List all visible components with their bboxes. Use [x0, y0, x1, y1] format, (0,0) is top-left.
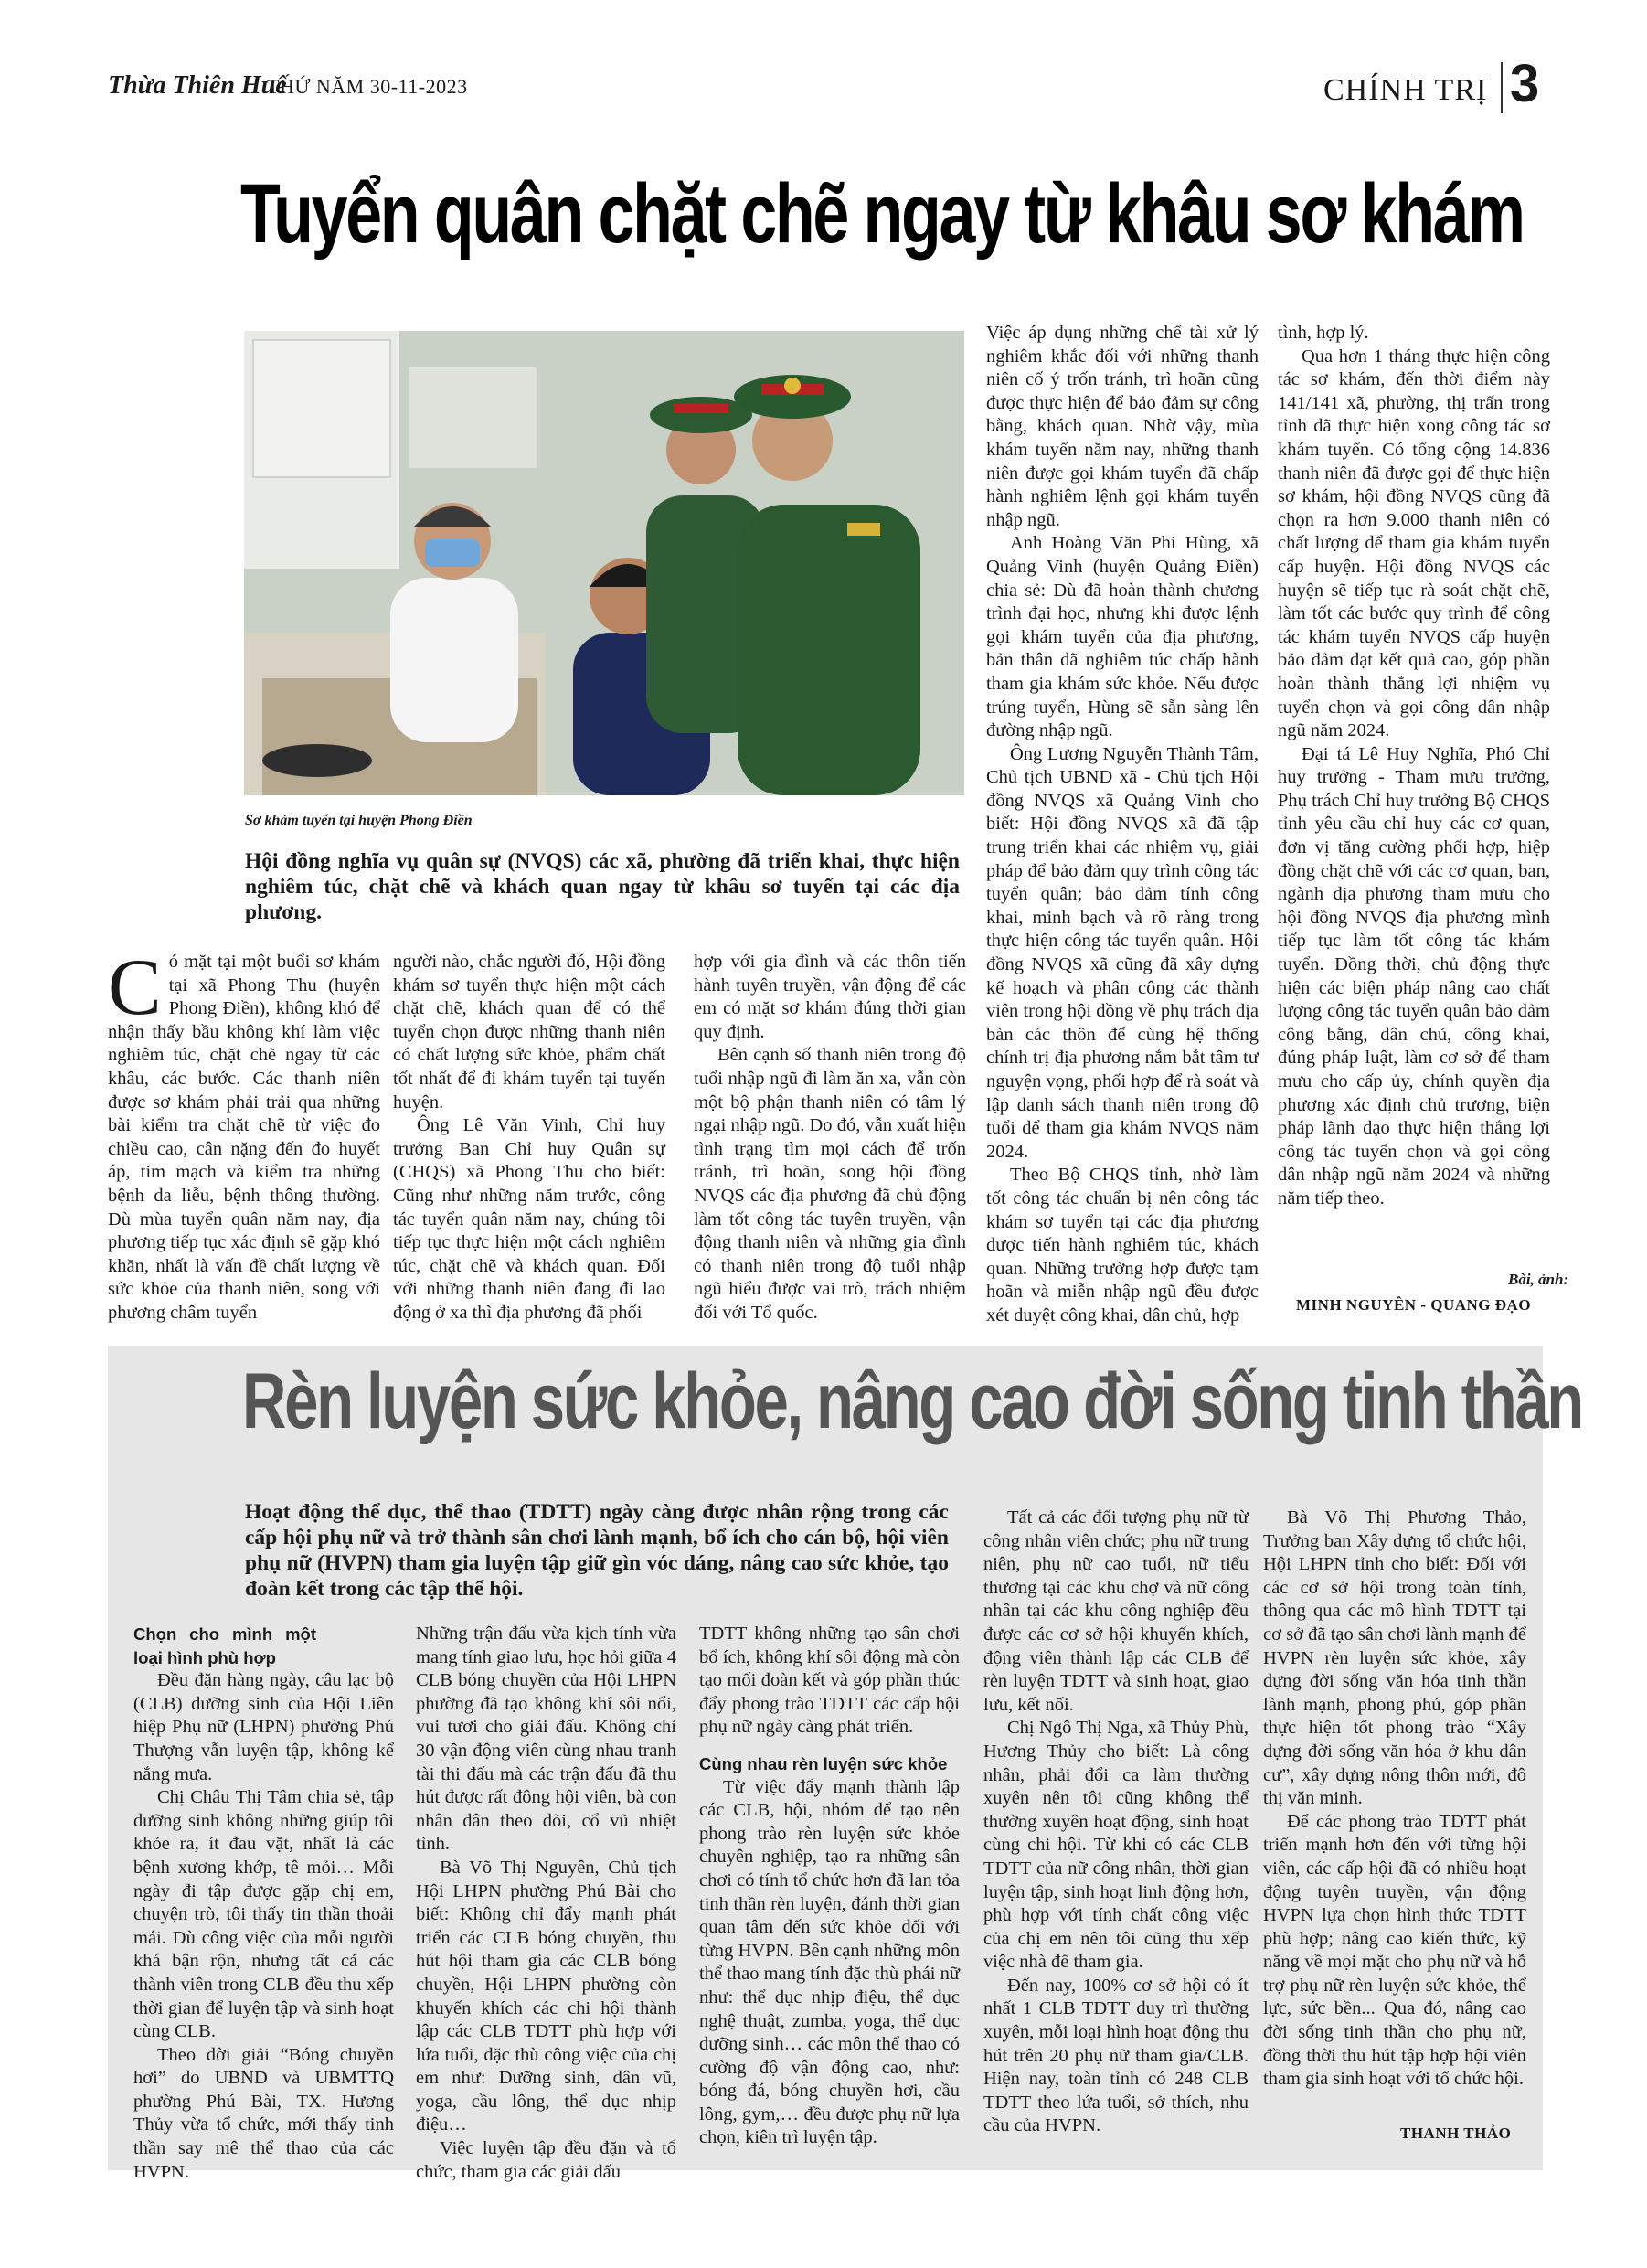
article2-col4-para: Đến nay, 100% cơ sở hội có ít nhất 1 CLB TDTT duy trì thường xuyên, mỗi loại hình hoạt động thu hút trên 20 phụ nữ tham gia/CLB. Hiện nay, toàn tỉnh có 248 CLB TDTT theo lứa tuổi, sở thích, nhu cầu của HVPN. [983, 1975, 1249, 2136]
article1-photo [244, 331, 964, 795]
photo-caption: Sơ khám tuyển tại huyện Phong Điền [245, 813, 473, 828]
article1-col2-para: người nào, chắc người đó, Hội đồng khám sơ tuyển thực hiện một cách chặt chẽ, khách quan để có thể tuyển chọn được những thanh niên có chất lượng sức khỏe, phẩm chất tốt nhất để đi khám tuyển tại tuyến huyện. [393, 952, 665, 1113]
article2-column-5 [1263, 1507, 1526, 2092]
article1-credit: Bài, ảnh: [1508, 1271, 1569, 1288]
article1-col4-para: Theo Bộ CHQS tỉnh, nhờ làm tốt công tác chuẩn bị nên công tác khám sơ tuyển tại các địa phương được tiến hành nghiêm túc, khách quan. Những trường hợp được tạm hoãn và miễn nhập ngũ đều được xét duyệt công khai, dân chủ, hợp [986, 1165, 1259, 1326]
article2-subhead-2: Cùng nhau rèn luyện sức khỏe [699, 1753, 948, 1773]
article2-col2-para: Những trận đấu vừa kịch tính vừa mang tính giao lưu, học hỏi giữa 4 CLB bóng chuyền của Hội LHPN phường đã tạo không khí sôi nổi, vui tươi cho giải đấu. Không chỉ 30 vận động viên cùng nhau tranh tài thi đấu mà các trận đấu đã thu hút được rất đông hội viên, bà con nhân dân theo dõi, cổ vũ nhiệt tình. [416, 1624, 676, 1855]
article1-headline: Tuyển quân chặt chẽ ngay từ khâu sơ khám [240, 167, 1524, 261]
paper-name: Thừa Thiên Huế [108, 71, 287, 100]
page-number: 3 [1510, 54, 1540, 113]
article1-col4-para: Ông Lương Nguyễn Thành Tâm, Chủ tịch UBND xã - Chủ tịch Hội đồng NVQS xã Quảng Vinh cho biết: Hội đồng NVQS xã đã tập trung triển khai các nhiệm vụ, giải pháp để bảo đảm quy trình công tác tuyển quân; bảo đảm tính công khai, minh bạch và rõ ràng trong thực hiện công tác tuyển quân. Hội đồng NVQS xã cũng đã xây dựng kế hoạch và phân công các thành viên trong hội đồng về phụ trách địa bàn các thôn để cùng hệ thống chính trị địa phương nắm bắt tâm tư nguyện vọng, phối hợp để rà soát và lập danh sách thanh niên trong độ tuổi để tham gia khám NVQS năm 2024. [986, 743, 1259, 1162]
article2-col5-para: Để các phong trào TDTT phát triển mạnh hơn đến với từng hội viên, các cấp hội đã có nhiều hoạt động tuyên truyền, vận động HVPN lựa chọn hình thức TDTT phù hợp; nâng cao kiến thức, kỹ năng về mọi mặt cho phụ nữ và hỗ trợ phụ nữ rèn luyện sức khỏe, thể lực, sức bền... Qua đó, nâng cao đời sống tinh thần cho phụ nữ, đồng thời thu hút tập hợp hội viên tham gia sinh hoạt với tổ chức hội. [1263, 1811, 1526, 2090]
article1-col2-para: Ông Lê Văn Vinh, Chỉ huy trưởng Ban Chỉ huy Quân sự (CHQS) xã Phong Thu cho biết: Cũng như những năm trước, công tác tuyển quân năm nay, chúng tôi tiếp tục thực hiện một cách nghiêm túc, chặt chẽ và khách quan. Đối với những thanh niên đang đi lao động ở xa thì địa phương đã phối [393, 1115, 665, 1323]
article2-col2-para: Việc luyện tập đều đặn và tổ chức, tham gia các giải đấu [416, 2138, 676, 2182]
article2-col4-para: Tất cả các đối tượng phụ nữ từ công nhân viên chức; phụ nữ trung niên, phụ nữ cao tuổi, nữ tiểu thương tại các khu chợ và nữ công nhân tại các khu công nghiệp đều được các cơ sở hội khuyến khích, động viên thành lập các CLB để rèn luyện TDTT và sinh hoạt, giao lưu, kết nối. [983, 1507, 1249, 1715]
article2-subhead-1: Chọn cho mình một loại hình phù hợp [133, 1624, 316, 1667]
article2-column-2 [416, 1623, 676, 2184]
article2-col1-para: Đều đặn hàng ngày, câu lạc bộ (CLB) dưỡng sinh của Hội Liên hiệp Phụ nữ (LHPN) phường Phú Thượng vẫn luyện tập, không kể nắng mưa. [133, 1670, 394, 1784]
article1-col4-para: Anh Hoàng Văn Phi Hùng, xã Quảng Vinh (huyện Quảng Điền) chia sẻ: Dù đã hoàn thành chương trình đại học, nhưng khi được lệnh gọi khám tuyển của địa phương, bản thân đã nghiêm túc chấp hành tham gia khám sức khỏe. Nếu được trúng tuyển, Hùng sẽ sẵn sàng lên đường nhập ngũ. [986, 533, 1259, 741]
article1-col5-para: tình, hợp lý. [1278, 323, 1369, 343]
article1-column-5 [1278, 322, 1550, 1211]
article1-dropcap: C [108, 943, 162, 1032]
medical-exam-illustration [244, 331, 964, 795]
article1-col5-para: Qua hơn 1 tháng thực hiện công tác sơ khám, đến thời điểm này 141/141 xã, phường, thị trấn trong tỉnh đã thực hiện xong công tác sơ khám tuyển. Có tổng cộng 14.836 thanh niên đã được gọi để thực hiện sơ khám, hội đồng NVQS cũng đã chọn ra hơn 9.000 thanh niên có chất lượng để tham gia khám tuyển cấp huyện. Hội đồng NVQS các huyện sẽ tiếp tục rà soát chặt chẽ, làm tốt các bước quy trình để công tác khám tuyển NVQS cấp huyện bảo đảm đạt kết quả cao, góp phần hoàn thành thắng lợi nhiệm vụ tuyển chọn và gọi công dân nhập ngũ năm 2024. [1278, 346, 1550, 741]
article2-lead: Hoạt động thể dục, thể thao (TDTT) ngày càng được nhân rộng trong các cấp hội phụ nữ và trở thành sân chơi lành mạnh, bổ ích cho cán bộ, hội viên phụ nữ (HVPN) tham gia luyện tập giữ gìn vóc dáng, nâng cao sức khỏe, tạo đoàn kết trong các tập thể hội. [245, 1500, 949, 1601]
article2-col3-para: Từ việc đẩy mạnh thành lập các CLB, hội, nhóm để tạo nên phong trào rèn luyện sức khỏe chuyên nghiệp, tạo ra những sân chơi có tính tổ chức hơn đã lan tỏa tinh thần rèn luyện, đánh thời gian quan tâm đến sức khỏe đối với từng HVPN. Bên cạnh những môn thể thao mang tính đặc thù phái nữ như: thể dục nhịp điệu, thể dục nghệ thuật, zumba, yoga, thể dục dưỡng sinh… các môn thể thao có cường độ vận động cao, như: bóng đá, bóng chuyền hơi, cầu lông, gym,… đều được phụ nữ lựa chọn, kiên trì luyện tập. [699, 1776, 960, 2148]
article2-col2-para: Bà Võ Thị Nguyên, Chủ tịch Hội LHPN phường Phú Bài cho biết: Không chỉ đẩy mạnh phát triển các CLB bóng chuyền, thu hút hội tham gia các CLB bóng chuyền, Hội LHPN phường còn khuyến khích các chi hội thành lập các CLB TDTT phù hợp với lứa tuổi, đặc thù công việc của chị em như: Dưỡng sinh, dân vũ, yoga, cầu lông, thể dục nhịp điệu… [416, 1857, 676, 2135]
article1-column-1 [108, 943, 380, 1326]
article2-headline: Rèn luyện sức khỏe, nâng cao đời sống tinh thần [242, 1358, 1582, 1445]
article2-col1-para: Chị Châu Thị Tâm chia sẻ, tập dưỡng sinh không những giúp tôi khỏe ra, ít đau vặt, nhất là các bệnh xương khớp, tê mỏi… Mỗi ngày đi tập được gặp chị em, chuyện trò, tôi thấy tin thần thoải mái. Dù công việc của mỗi người khá bận rộn, nhưng tất cả các thành viên trong CLB đều thu xếp thời gian để luyện tập và sinh hoạt cùng CLB. [133, 1787, 394, 2042]
article1-column-4 [986, 322, 1259, 1328]
article2-column-3 [699, 1623, 960, 2150]
article2-col1-para: Theo đời giải “Bóng chuyền hơi” do UBND và UBMTTQ phường Phú Bài, TX. Hương Thủy vừa tổ chức, mới thấy tinh thần say mê thể thao của các HVPN. [133, 2044, 394, 2182]
article2-author: THANH THẢO [1400, 2124, 1512, 2142]
issue-date: THỨ NĂM 30-11-2023 [267, 75, 468, 98]
article1-column-2 [393, 951, 665, 1326]
article1-author: MINH NGUYÊN - QUANG ĐẠO [1296, 1296, 1532, 1314]
section-name: CHÍNH TRỊ [1323, 73, 1488, 107]
header-divider [1501, 62, 1503, 113]
article2-col4-para: Chị Ngô Thị Nga, xã Thủy Phù, Hương Thủy cho biết: Là công nhân, phải đổi ca làm thường xuyên nên tôi cũng không thể thường xuyên hoạt động, sinh hoạt cùng chi hội. Từ khi có các CLB TDTT của nữ công nhân, thời gian luyện tập, sinh hoạt linh động hơn, phù hợp với tính chất công việc của chị em nên tôi cũng thu xếp việc nhà để tham gia. [983, 1718, 1249, 1973]
article1-col4-para: Việc áp dụng những chế tài xử lý nghiêm khắc đối với những thanh niên cố ý trốn tránh, trì hoãn cũng được thực hiện để bảo đảm sự công bằng, khách quan. Nhờ vậy, mùa khám tuyển năm nay, những thanh niên được gọi khám tuyển đã chấp hành nghiêm lệnh gọi khám tuyển nhập ngũ. [986, 323, 1259, 530]
article1-col5-para: Đại tá Lê Huy Nghĩa, Phó Chỉ huy trưởng - Tham mưu trưởng, Phụ trách Chỉ huy trưởng Bộ CHQS tỉnh yêu cầu chỉ huy các cơ quan, đơn vị tăng cường phối hợp, hiệp đồng chặt chẽ với các cơ quan, ban, ngành địa phương tham mưu cho hội đồng NVQS địa phương mình tiếp tục làm tốt công tác khám tuyển. Đồng thời, chủ động thực hiện các biện pháp nâng cao chất lượng công tác tuyển quân bảo đảm công bằng, dân chủ, công khai, đúng pháp luật, làm cơ sở để tham mưu cho cấp ủy, chính quyền địa phương xác định chủ trương, biện pháp lãnh đạo thực hiện thắng lợi công tác tuyển chọn và gọi công dân nhập ngũ năm 2024 và những năm tiếp theo. [1278, 743, 1550, 1209]
article2-column-1 [133, 1623, 394, 2184]
article1-col1-para: ó mặt tại một buổi sơ khám tại xã Phong Thu (huyện Phong Điền), không khó để nhận thấy bầu không khí làm việc nghiêm túc, chặt chẽ ngay từ các khâu, các bước. Các thanh niên được sơ khám phải trải qua những bài kiểm tra chặt chẽ từ việc đo chiều cao, cân nặng đến đo huyết áp, tim mạch và kiểm tra những bệnh da liễu, bệnh thông thường. Dù mùa tuyển quân năm nay, địa phương tiếp tục xác định sẽ gặp khó khăn, nhất là vấn đề chất lượng về sức khỏe của thanh niên, song với phương châm tuyển [108, 952, 380, 1323]
article2-column-4 [983, 1507, 1249, 2138]
article2-col5-para: Bà Võ Thị Phương Thảo, Trưởng ban Xây dựng tổ chức hội, Hội LHPN tỉnh cho biết: Đối với các cơ sở hội trong toàn tỉnh, thông qua các mô hình TDTT tại cơ sở đã tạo sân chơi lành mạnh để HVPN rèn luyện sức khỏe, xây dựng đời sống văn hóa tinh thần lành mạnh, phong phú, góp phần thực hiện tốt phong trào “Xây dựng đời sống văn hóa ở khu dân cư”, xây dựng nông thôn mới, đô thị văn minh. [1263, 1507, 1526, 1809]
article1-lead: Hội đồng nghĩa vụ quân sự (NVQS) các xã, phường đã triển khai, thực hiện nghiêm túc, chặt chẽ và khách quan ngay từ khâu sơ tuyển tại các địa phương. [245, 849, 960, 924]
article1-col3-para: hợp với gia đình và các thôn tiến hành tuyên truyền, vận động để các em có mặt sơ khám đúng thời gian quy định. [694, 952, 966, 1042]
article1-column-3 [694, 951, 966, 1326]
article2-col3-para: TDTT không những tạo sân chơi bổ ích, không khí sôi động mà còn tạo mối đoàn kết và góp phần thúc đẩy phong trào TDTT các cấp hội phụ nữ ngày càng phát triển. [699, 1624, 960, 1738]
article1-col3-para: Bên cạnh số thanh niên trong độ tuổi nhập ngũ đi làm ăn xa, vẫn còn một bộ phận thanh niên có tâm lý ngại nhập ngũ. Do đó, vẫn xuất hiện tình trạng tìm mọi cách để trốn tránh, trì hoãn, song hội đồng NVQS các địa phương đã chủ động làm tốt công tác tuyên truyền, vận động thanh niên và những gia đình có thanh niên trong độ tuổi nhập ngũ hiểu được vai trò, trách nhiệm đối với Tổ quốc. [694, 1045, 966, 1323]
